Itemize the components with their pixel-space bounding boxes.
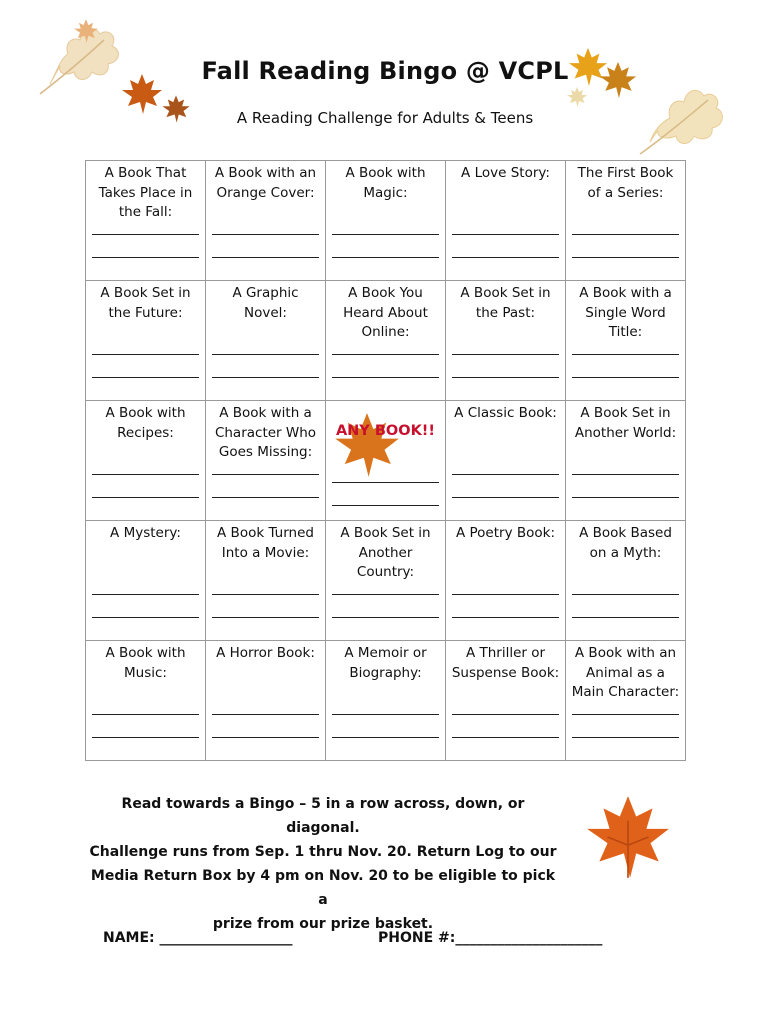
- instructions-line: prize from our prize basket.: [212, 916, 434, 932]
- bingo-cell[interactable]: [326, 161, 446, 281]
- cell-label: A Book with Magic:: [345, 165, 426, 201]
- bingo-cell[interactable]: [206, 161, 326, 281]
- bingo-cell[interactable]: [326, 521, 446, 641]
- cell-label: The First Book of a Series:: [577, 165, 674, 201]
- maple-leaf-icon: [566, 86, 588, 108]
- cell-label: A Classic Book:: [454, 405, 557, 421]
- bingo-cell[interactable]: [566, 641, 686, 761]
- bingo-grid: [85, 160, 686, 761]
- bingo-cell[interactable]: [206, 401, 326, 521]
- phone-field[interactable]: PHONE #:_____________________: [378, 930, 603, 946]
- cell-label: A Book Turned Into a Movie:: [217, 525, 314, 561]
- name-field[interactable]: NAME: ___________________: [103, 930, 293, 946]
- maple-leaf-icon: [582, 792, 674, 882]
- bingo-cell[interactable]: [446, 521, 566, 641]
- bingo-cell[interactable]: [206, 641, 326, 761]
- free-space-cell[interactable]: [326, 401, 446, 521]
- bingo-cell[interactable]: [446, 281, 566, 401]
- instructions-line: Media Return Box by 4 pm on Nov. 20 to be eligible to pick a: [90, 868, 556, 908]
- cell-label: A Book with an Animal as a Main Character:: [571, 645, 680, 700]
- bingo-cell[interactable]: [566, 521, 686, 641]
- bingo-cell[interactable]: [326, 281, 446, 401]
- bingo-cell[interactable]: [86, 521, 206, 641]
- cell-label: A Horror Book:: [216, 645, 315, 661]
- cell-label: A Book with an Orange Cover:: [214, 165, 317, 201]
- bingo-row: [86, 161, 686, 281]
- bingo-cell[interactable]: [206, 281, 326, 401]
- bingo-cell[interactable]: [566, 401, 686, 521]
- cell-label: A Book Set in Another Country:: [340, 525, 431, 580]
- cell-label: A Book Based on a Myth:: [579, 525, 672, 561]
- cell-label: A Book with a Single Word Title:: [579, 285, 672, 340]
- page-subtitle: A Reading Challenge for Adults & Teens: [236, 109, 534, 127]
- cell-label: A Book You Heard About Online:: [343, 285, 428, 340]
- instructions: [86, 792, 560, 936]
- bingo-row: [86, 281, 686, 401]
- bingo-row: [86, 521, 686, 641]
- cell-label: A Book Set in Another World:: [574, 405, 677, 441]
- cell-label: A Memoir or Biography:: [344, 645, 427, 681]
- instructions-line: Challenge runs from Sep. 1 thru Nov. 20. Return Log to our: [89, 844, 557, 860]
- cell-label: A Book with Music:: [105, 645, 186, 681]
- page-title: Fall Reading Bingo @ VCPL: [201, 57, 569, 85]
- instructions-line: Read towards a Bingo – 5 in a row across, down, or diagonal.: [121, 796, 525, 836]
- cell-label: A Graphic Novel:: [232, 285, 299, 321]
- cell-label: A Book with a Character Who Goes Missing:: [214, 405, 317, 460]
- cell-label: A Poetry Book:: [455, 525, 556, 541]
- free-space-label: ANY BOOK!!: [335, 423, 436, 439]
- cell-label: A Love Story:: [461, 165, 550, 181]
- bingo-cell[interactable]: [326, 641, 446, 761]
- bingo-cell[interactable]: [566, 161, 686, 281]
- cell-label: A Book with Recipes:: [105, 405, 186, 441]
- bingo-cell[interactable]: [86, 161, 206, 281]
- cell-label: A Book Set in the Future:: [100, 285, 191, 321]
- bingo-row: [86, 641, 686, 761]
- bingo-row: [86, 401, 686, 521]
- bingo-cell[interactable]: [566, 281, 686, 401]
- bingo-cell[interactable]: [86, 401, 206, 521]
- bingo-cell[interactable]: [86, 641, 206, 761]
- cell-label: A Mystery:: [110, 525, 181, 541]
- bingo-cell[interactable]: [446, 401, 566, 521]
- cell-label: A Thriller or Suspense Book:: [451, 645, 560, 681]
- maple-leaf-icon: [72, 18, 100, 44]
- bingo-cell[interactable]: [86, 281, 206, 401]
- cell-label: A Book Set in the Past:: [460, 285, 551, 321]
- cell-label: A Book That Takes Place in the Fall:: [98, 165, 193, 220]
- bingo-cell[interactable]: [446, 641, 566, 761]
- bingo-cell[interactable]: [206, 521, 326, 641]
- bingo-cell[interactable]: [446, 161, 566, 281]
